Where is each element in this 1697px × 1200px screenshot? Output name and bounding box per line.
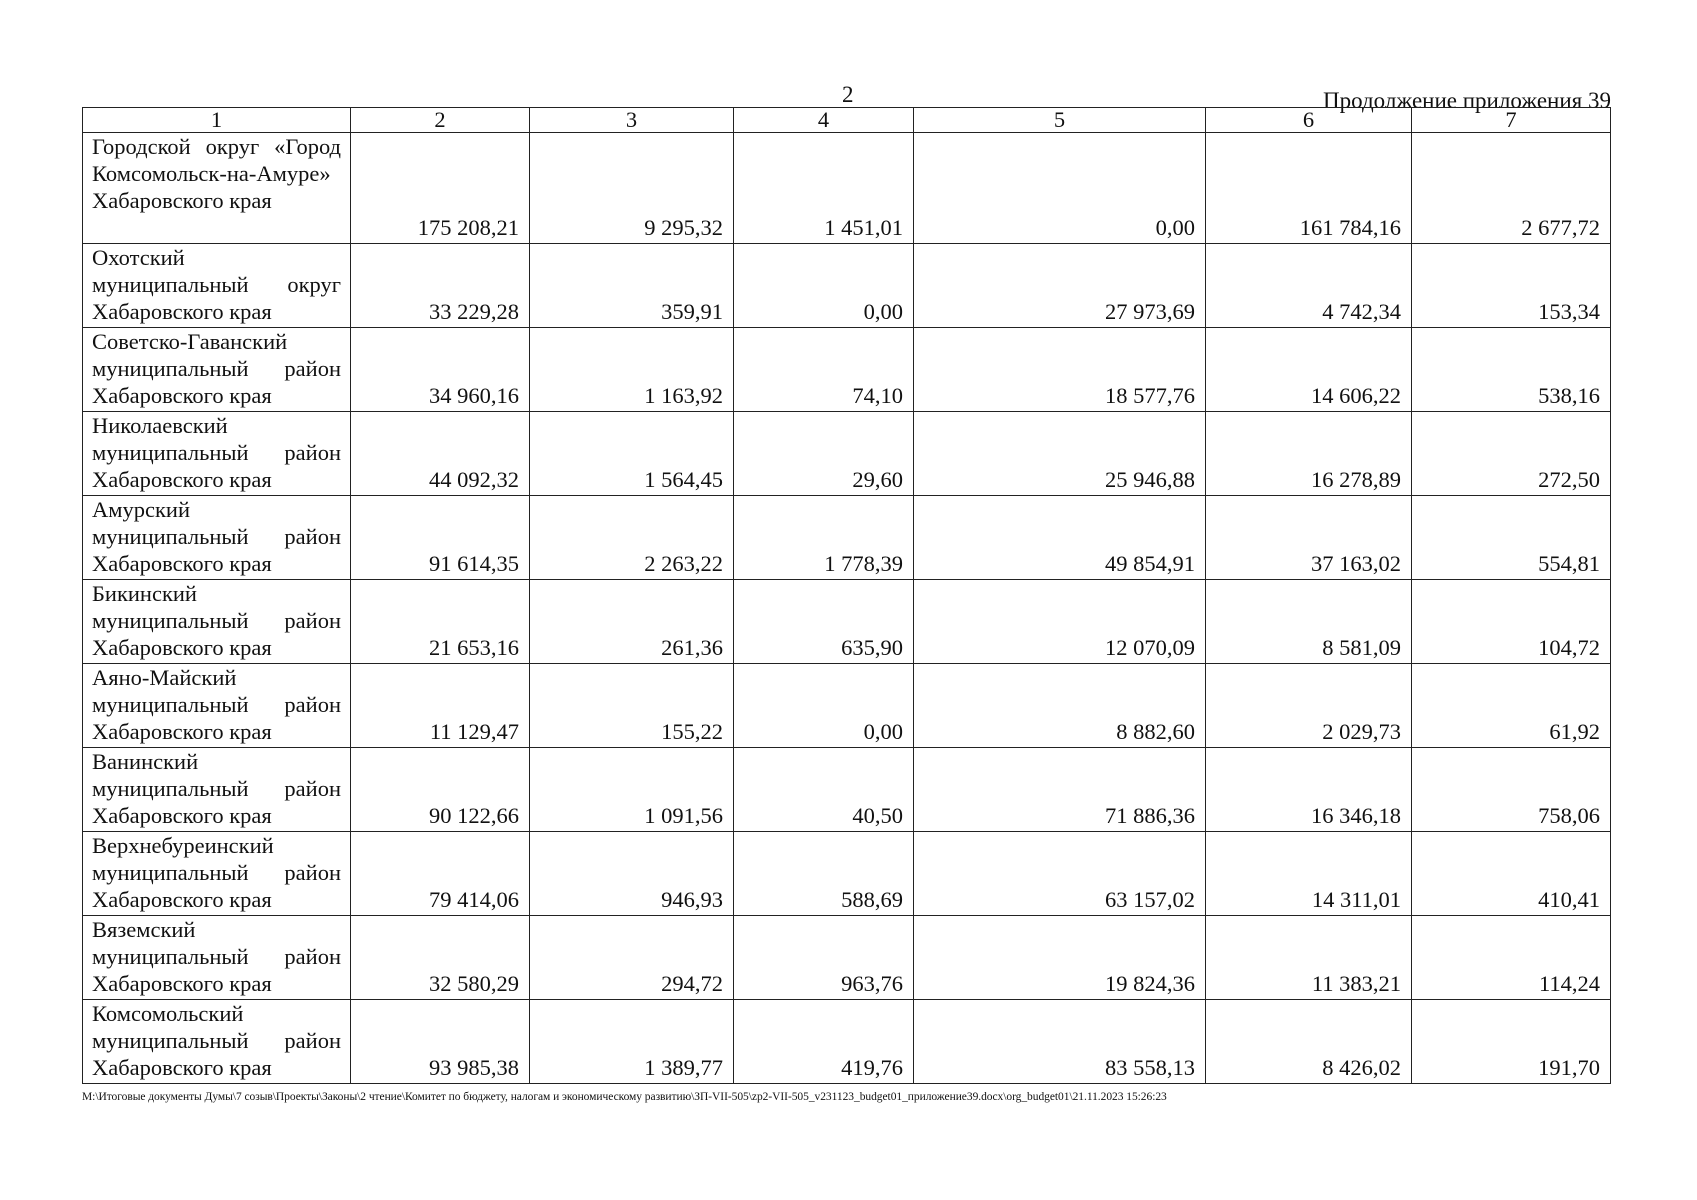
value-cell: 2 029,73 bbox=[1206, 664, 1412, 748]
table-row bbox=[83, 916, 1611, 1000]
value-cell: 0,00 bbox=[734, 244, 914, 328]
value-cell: 74,10 bbox=[734, 328, 914, 412]
table-row bbox=[83, 664, 1611, 748]
value-cell: 588,69 bbox=[734, 832, 914, 916]
municipality-name: Советско-Гаванский муниципальный район Хабаровского края bbox=[83, 328, 351, 412]
value-cell: 14 311,01 bbox=[1206, 832, 1412, 916]
value-cell: 79 414,06 bbox=[351, 832, 530, 916]
value-cell: 410,41 bbox=[1412, 832, 1611, 916]
column-header: 2 bbox=[351, 108, 530, 133]
municipality-name: Вяземский муниципальный район Хабаровского края bbox=[83, 916, 351, 1000]
value-cell: 11 383,21 bbox=[1206, 916, 1412, 1000]
value-cell: 635,90 bbox=[734, 580, 914, 664]
value-cell: 1 091,56 bbox=[530, 748, 734, 832]
continuation-label: Продолжение приложения 39 bbox=[1323, 88, 1611, 113]
value-cell: 4 742,34 bbox=[1206, 244, 1412, 328]
value-cell: 91 614,35 bbox=[351, 496, 530, 580]
municipality-name: Охотский муниципальный округ Хабаровского края bbox=[83, 244, 351, 328]
table-row bbox=[83, 412, 1611, 496]
municipality-name: Городской округ «Город Комсомольск-на-Амуре» Хабаровского края bbox=[83, 133, 351, 244]
budget-table bbox=[82, 107, 1611, 1084]
value-cell: 49 854,91 bbox=[914, 496, 1206, 580]
value-cell: 1 778,39 bbox=[734, 496, 914, 580]
value-cell: 18 577,76 bbox=[914, 328, 1206, 412]
value-cell: 37 163,02 bbox=[1206, 496, 1412, 580]
value-cell: 161 784,16 bbox=[1206, 133, 1412, 244]
value-cell: 93 985,38 bbox=[351, 1000, 530, 1084]
value-cell: 0,00 bbox=[914, 133, 1206, 244]
value-cell: 25 946,88 bbox=[914, 412, 1206, 496]
value-cell: 946,93 bbox=[530, 832, 734, 916]
value-cell: 155,22 bbox=[530, 664, 734, 748]
value-cell: 16 278,89 bbox=[1206, 412, 1412, 496]
value-cell: 758,06 bbox=[1412, 748, 1611, 832]
municipality-name: Верхнебуреинский муниципальный район Хабаровского края bbox=[83, 832, 351, 916]
municipality-name: Аяно-Майский муниципальный район Хабаровского края bbox=[83, 664, 351, 748]
column-header: 5 bbox=[914, 108, 1206, 133]
value-cell: 8 581,09 bbox=[1206, 580, 1412, 664]
value-cell: 14 606,22 bbox=[1206, 328, 1412, 412]
value-cell: 2 677,72 bbox=[1412, 133, 1611, 244]
value-cell: 114,24 bbox=[1412, 916, 1611, 1000]
value-cell: 63 157,02 bbox=[914, 832, 1206, 916]
table-row bbox=[83, 748, 1611, 832]
value-cell: 8 426,02 bbox=[1206, 1000, 1412, 1084]
table-row bbox=[83, 580, 1611, 664]
value-cell: 8 882,60 bbox=[914, 664, 1206, 748]
municipality-name: Николаевский муниципальный район Хабаровского края bbox=[83, 412, 351, 496]
value-cell: 21 653,16 bbox=[351, 580, 530, 664]
value-cell: 104,72 bbox=[1412, 580, 1611, 664]
value-cell: 40,50 bbox=[734, 748, 914, 832]
value-cell: 963,76 bbox=[734, 916, 914, 1000]
value-cell: 153,34 bbox=[1412, 244, 1611, 328]
value-cell: 1 163,92 bbox=[530, 328, 734, 412]
column-header: 7 bbox=[1412, 108, 1611, 133]
table-row bbox=[83, 328, 1611, 412]
value-cell: 2 263,22 bbox=[530, 496, 734, 580]
column-header: 1 bbox=[83, 108, 351, 133]
value-cell: 16 346,18 bbox=[1206, 748, 1412, 832]
column-header: 4 bbox=[734, 108, 914, 133]
value-cell: 261,36 bbox=[530, 580, 734, 664]
municipality-name: Амурский муниципальный район Хабаровского края bbox=[83, 496, 351, 580]
value-cell: 1 564,45 bbox=[530, 412, 734, 496]
value-cell: 27 973,69 bbox=[914, 244, 1206, 328]
value-cell: 44 092,32 bbox=[351, 412, 530, 496]
value-cell: 272,50 bbox=[1412, 412, 1611, 496]
value-cell: 90 122,66 bbox=[351, 748, 530, 832]
municipality-name: Бикинский муниципальный район Хабаровского края bbox=[83, 580, 351, 664]
value-cell: 554,81 bbox=[1412, 496, 1611, 580]
value-cell: 19 824,36 bbox=[914, 916, 1206, 1000]
file-path-footer: M:\Итоговые документы Думы\7 созыв\Проекты\Законы\2 чтение\Комитет по бюджету, налогам и экономическому развитию\ЗП-VII-505\zp2-VII-505_v231123_budget01_приложение39.docx\org_budget01\21.11.2023 15:26:23 bbox=[82, 1091, 1167, 1103]
municipality-name: Ванинский муниципальный район Хабаровского края bbox=[83, 748, 351, 832]
value-cell: 12 070,09 bbox=[914, 580, 1206, 664]
value-cell: 175 208,21 bbox=[351, 133, 530, 244]
municipality-name: Комсомольский муниципальный район Хабаровского края bbox=[83, 1000, 351, 1084]
header-row bbox=[83, 108, 1611, 133]
value-cell: 32 580,29 bbox=[351, 916, 530, 1000]
value-cell: 33 229,28 bbox=[351, 244, 530, 328]
value-cell: 83 558,13 bbox=[914, 1000, 1206, 1084]
table-row bbox=[83, 1000, 1611, 1084]
table-row bbox=[83, 832, 1611, 916]
value-cell: 359,91 bbox=[530, 244, 734, 328]
value-cell: 34 960,16 bbox=[351, 328, 530, 412]
value-cell: 191,70 bbox=[1412, 1000, 1611, 1084]
value-cell: 294,72 bbox=[530, 916, 734, 1000]
value-cell: 71 886,36 bbox=[914, 748, 1206, 832]
table-row bbox=[83, 244, 1611, 328]
table-row bbox=[83, 133, 1611, 244]
value-cell: 538,16 bbox=[1412, 328, 1611, 412]
value-cell: 1 451,01 bbox=[734, 133, 914, 244]
value-cell: 9 295,32 bbox=[530, 133, 734, 244]
value-cell: 419,76 bbox=[734, 1000, 914, 1084]
column-header: 3 bbox=[530, 108, 734, 133]
value-cell: 11 129,47 bbox=[351, 664, 530, 748]
table-row bbox=[83, 496, 1611, 580]
value-cell: 61,92 bbox=[1412, 664, 1611, 748]
page-number: 2 bbox=[842, 82, 854, 107]
value-cell: 0,00 bbox=[734, 664, 914, 748]
column-header: 6 bbox=[1206, 108, 1412, 133]
value-cell: 1 389,77 bbox=[530, 1000, 734, 1084]
value-cell: 29,60 bbox=[734, 412, 914, 496]
